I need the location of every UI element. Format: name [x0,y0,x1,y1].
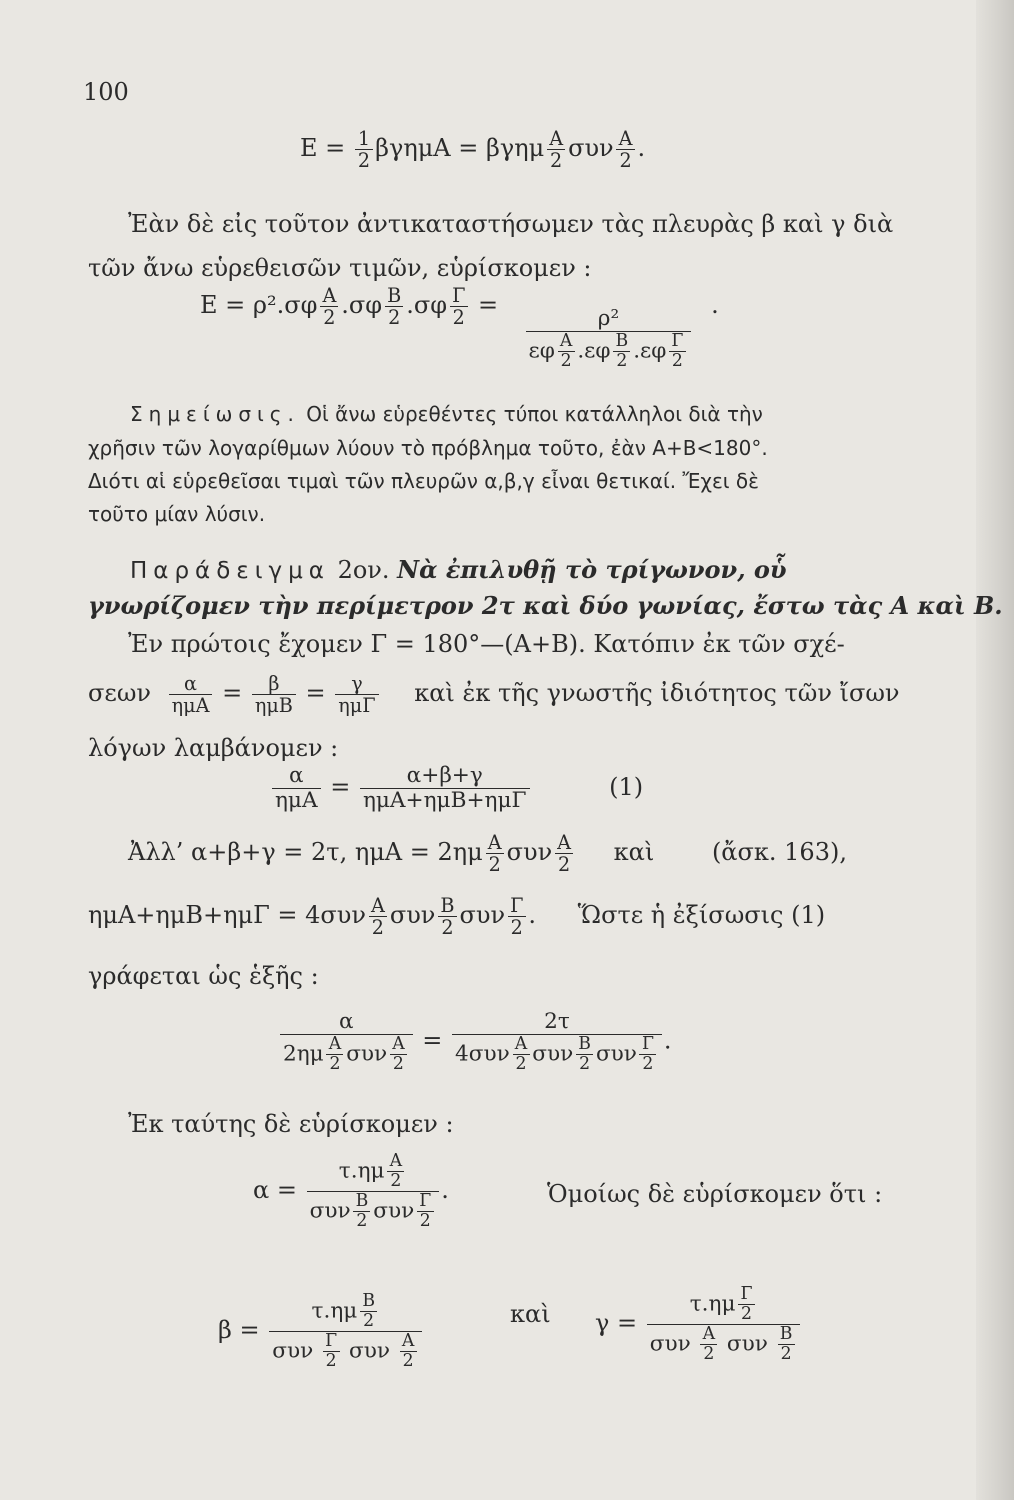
equation-gamma: γ = τ.ημ $\frac{\Gamma}{2}$ συν $\frac{A}{2}$ συν $\frac{B}{2}$ [595,1285,802,1364]
equation-1: $\frac{\alpha}{\text{ημA}}$ = $\frac{\alpha+\beta+\gamma}{\text{ημA+ημB+ημΓ}}$ (1) [270,764,643,813]
note-label: Σημείωσις. [130,402,300,426]
page-edge-shadow [976,0,1014,1500]
equation-area-2: E = ρ².σφ $\frac{A}{2}$ .σφ $\frac{B}{2}$ .σφ $\frac{\Gamma}{2}$ = ρ² εφ $\frac{A}{2}$ .εφ $\frac{B}{2}$ .εφ $\frac{\Gamma}{2}$ . [200,284,719,371]
note-text: Οἱ ἄνω εὑρεθέντες τύποι κατάλληλοι διὰ τὴν [306,402,763,426]
note-line: χρῆσιν τῶν λογαρίθμων λύουν τὸ πρόβλημα τοῦτο, ἐὰν A+B<180°. [88,436,768,460]
paragraph-line: λόγων λαμβάνομεν : [88,734,339,762]
paragraph-line: τῶν ἄνω εὑρεθεισῶν τιμῶν, εὑρίσκομεν : [88,254,592,282]
note-line: τοῦτο μίαν λύσιν. [88,502,266,526]
paragraph-line: Ἐὰν δὲ εἰς τοῦτον ἀντικαταστήσωμεν τὰς πλευρὰς β καὶ γ διὰ [128,210,894,238]
example-title-line: γνωρίζομεν τὴν περίμετρον 2τ καὶ δύο γωνίας, ἔστω τὰς A καὶ B. [88,591,1003,620]
note-line [130,402,763,426]
ratios-lead: σεων [88,679,151,708]
equation-area-text: E = $\frac{1}{2}$ βγημA = βγημ $\frac{A}{2}$ συν $\frac{A}{2}$ . [300,127,646,173]
example-title: Νὰ ἐπιλυθῇ τὸ τρίγωνον, οὗ [397,555,787,584]
example-number: 2ον. [337,556,390,584]
ratios-tail: καὶ ἐκ τῆς γνωστῆς ἰδιότητος τῶν ἴσων [414,679,900,708]
page-number: 100 [83,78,129,106]
equation-alpha: α = τ.ημ $\frac{A}{2}$ συν $\frac{B}{2}$ συν $\frac{\Gamma}{2}$ . [253,1151,449,1231]
example-heading [130,556,787,586]
equation-beta: β = τ.ημ $\frac{B}{2}$ συν $\frac{\Gamma}{2}$ συν $\frac{A}{2}$ [218,1292,424,1371]
paragraph-line: Ἐκ ταύτης δὲ εὑρίσκομεν : [128,1110,454,1138]
equation-area [300,128,645,171]
note-line: Διότι αἱ εὑρεθεῖσαι τιμαὶ τῶν πλευρῶν α,β,γ εἶναι θετικαί. Ἔχει δὲ [88,469,759,493]
ratios-line: σεων $\frac{\alpha}{\text{ημA}}$ = $\frac{\beta}{\text{ημB}}$ = $\frac{\gamma}{\text{ημΓ}}$ καὶ ἐκ τῆς γνωστῆς ἰδιότητος τῶν ἴσων [88,672,900,718]
paragraph-line: Ἐν πρώτοις ἔχομεν Γ = 180°—(A+B). Κατόπιν ἐκ τῶν σχέ- [128,630,845,658]
paragraph-line: Ὁμοίως δὲ εὑρίσκομεν ὅτι : [547,1180,883,1208]
word-and: καὶ [510,1300,551,1328]
equation-1-number: (1) [609,772,644,801]
equation-line-7: ημA+ημB+ημΓ = 4συν $\frac{A}{2}$ συν $\frac{B}{2}$ συν $\frac{\Gamma}{2}$ . Ὥστε ἡ ἐξίσωσις (1) [88,894,826,940]
paragraph-line: γράφεται ὡς ἑξῆς : [88,962,319,990]
equation-2: α 2ημ $\frac{A}{2}$ συν $\frac{A}{2}$ = 2τ 4συν $\frac{A}{2}$ συν $\frac{B}{2}$ συν $\frac{\Gamma}{2}$ . [278,1010,672,1074]
example-label: Παράδειγμα [130,558,330,584]
equation-line-6: Ἀλλ’ α+β+γ = 2τ, ημA = 2ημ $\frac{A}{2}$ συν $\frac{A}{2}$ καὶ (ἄσκ. 163), [128,831,847,877]
